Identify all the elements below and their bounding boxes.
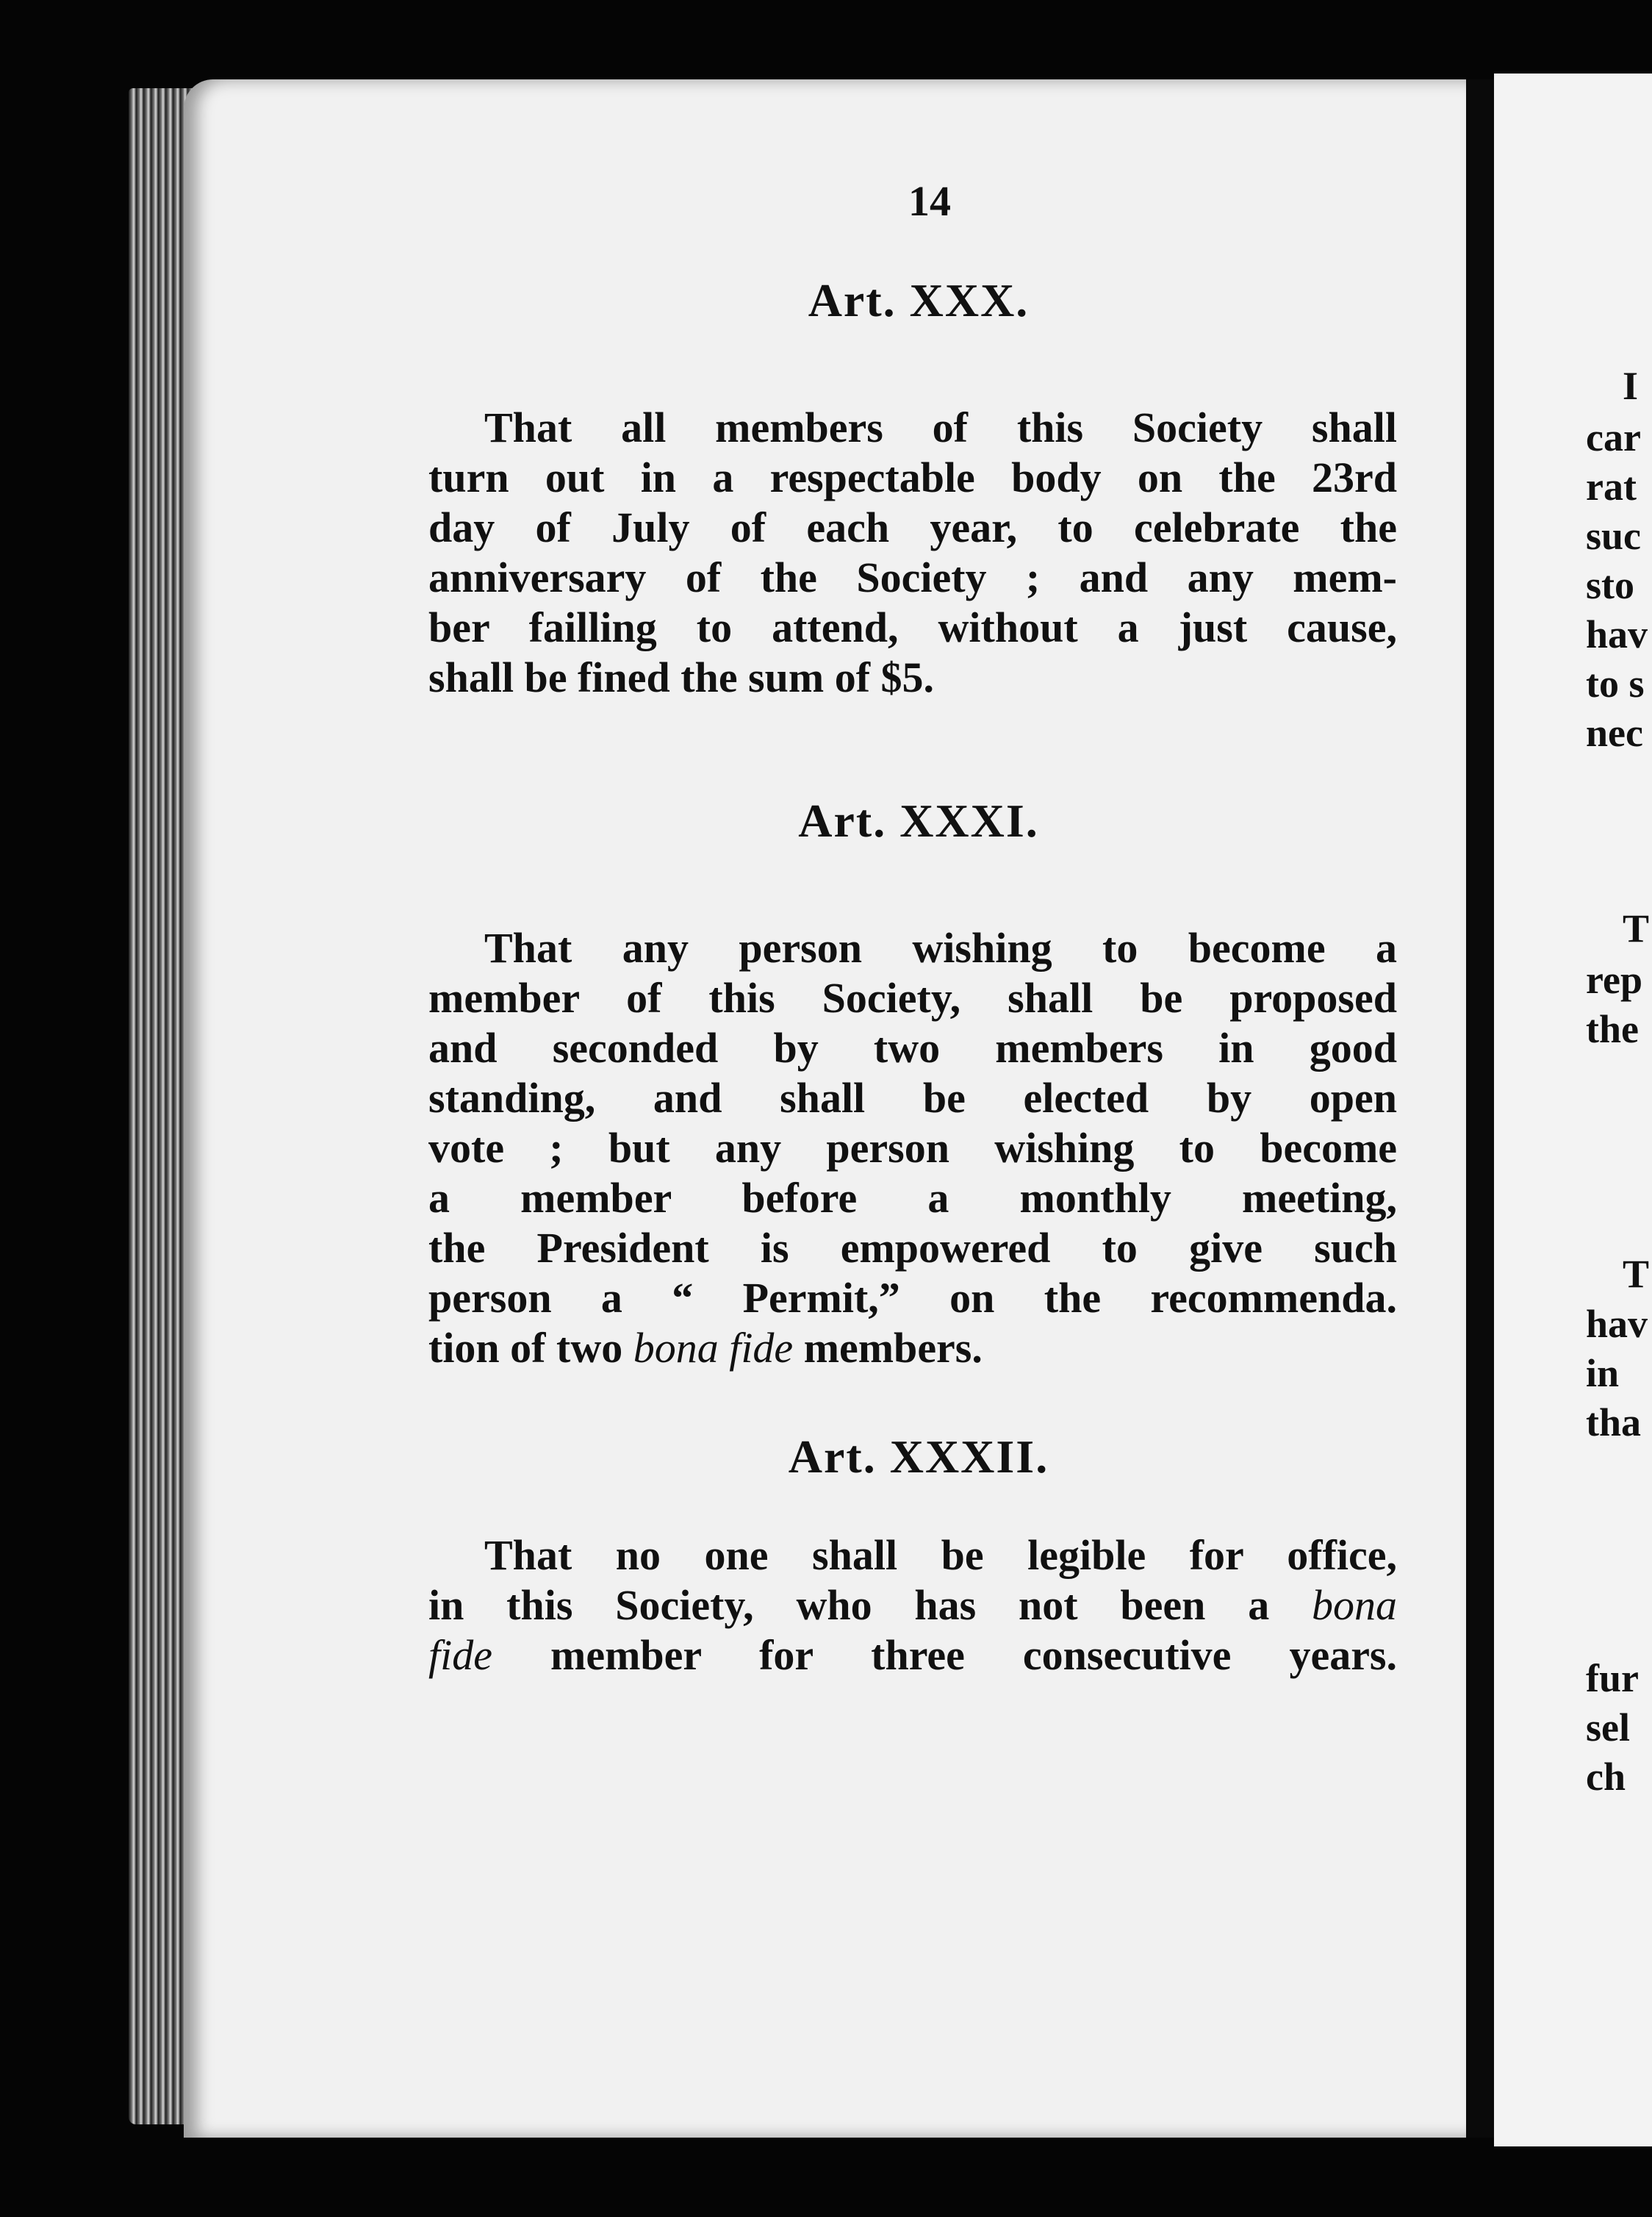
text-line-mixed	[428, 1630, 1397, 1680]
book-gutter	[1466, 79, 1494, 2138]
next-page-fragment: the	[1586, 1007, 1639, 1051]
text-line: and seconded by two members in good	[428, 1024, 1397, 1072]
text-line: anniversary of the Society ; and any mem-	[428, 554, 1397, 601]
next-page-fragment: rat	[1586, 465, 1637, 509]
text-line: standing, and shall be elected by open	[428, 1074, 1397, 1122]
next-page-fragment: in	[1586, 1351, 1620, 1395]
next-page-fragment: car	[1586, 415, 1641, 459]
italic-phrase: bona	[1312, 1581, 1397, 1629]
article-heading: Art. XXXI.	[798, 795, 1039, 847]
article-body	[428, 403, 1397, 703]
text-run: members.	[803, 1324, 983, 1372]
italic-phrase: bona fide	[633, 1324, 794, 1372]
text-run: member for three consecutive years.	[550, 1631, 1398, 1679]
next-page-fragment: hav	[1586, 612, 1648, 656]
text-line: member of this Society, shall be proposed	[428, 974, 1397, 1022]
next-page-fragment: fur	[1586, 1656, 1639, 1700]
next-page-fragment: suc	[1586, 514, 1642, 558]
next-page-fragment: I	[1623, 364, 1639, 408]
italic-phrase: fide	[428, 1631, 492, 1679]
next-page-fragment: rep	[1586, 958, 1642, 1002]
text-line: the President is empowered to give such	[428, 1224, 1397, 1272]
right-page-fragment	[1494, 74, 1652, 2146]
next-page-fragment: T	[1623, 906, 1650, 950]
text-line: ber failling to attend, without a just cause,	[428, 604, 1397, 651]
text-line: turn out in a respectable body on the 23rd	[428, 454, 1397, 501]
text-line: That any person wishing to become a	[484, 924, 1397, 972]
text-line: a member before a monthly meeting,	[428, 1174, 1397, 1222]
text-run: in this Society, who has not been a	[428, 1581, 1270, 1629]
text-line: vote ; but any person wishing to become	[428, 1124, 1397, 1172]
text-line: That no one shall be legible for office,	[484, 1531, 1397, 1579]
text-run: tion of two	[428, 1324, 623, 1372]
next-page-fragment: hav	[1586, 1302, 1648, 1346]
article-body	[428, 1530, 1397, 1680]
next-page-fragment: sto	[1586, 563, 1634, 607]
article-heading: Art. XXX.	[808, 274, 1030, 326]
page-number: 14	[908, 177, 951, 225]
text-line-mixed	[428, 1580, 1397, 1630]
text-line: day of July of each year, to celebrate the	[428, 504, 1397, 551]
next-page-fragment: sel	[1586, 1705, 1630, 1749]
next-page-fragment: ch	[1586, 1755, 1626, 1799]
text-line-mixed	[428, 1323, 1397, 1373]
next-page-fragment: nec	[1586, 711, 1643, 755]
next-page-fragment: T	[1623, 1252, 1650, 1296]
next-page-fragment: to s	[1586, 662, 1645, 706]
text-line: shall be fined the sum of $5.	[428, 653, 935, 701]
text-line: That all members of this Society shall	[484, 404, 1397, 451]
article-heading: Art. XXXII.	[788, 1430, 1049, 1483]
article-body	[428, 923, 1397, 1373]
text-line: person a “ Permit,” on the recommenda.	[428, 1274, 1397, 1322]
next-page-fragment: tha	[1586, 1400, 1642, 1444]
